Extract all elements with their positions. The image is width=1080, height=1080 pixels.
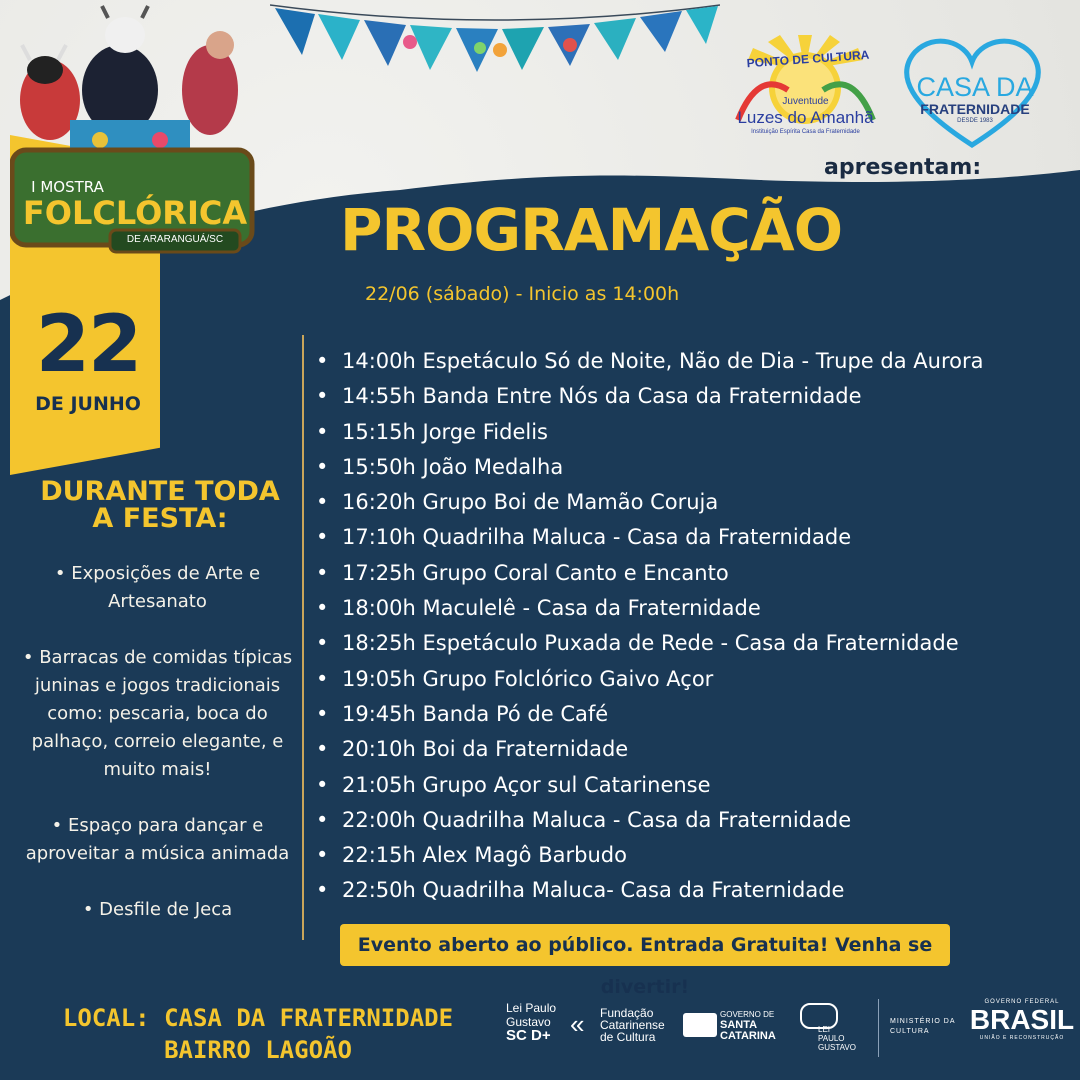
ministerio-line: CULTURA — [890, 1028, 930, 1035]
lei-paulo-gustavo-logo — [818, 1025, 856, 1052]
apresentam-label: apresentam: — [824, 155, 982, 180]
location-line2: BAIRRO LAGOÃO — [164, 1036, 352, 1064]
footer-divider — [878, 999, 879, 1057]
event-month: DE JUNHO — [35, 393, 141, 415]
schedule-item: • 22:15h Alex Magô Barbudo — [316, 839, 1076, 874]
programacao-subtitle: 22/06 (sábado) - Inicio as 14:00h — [365, 283, 680, 305]
lei-line: Gustavo — [506, 1015, 551, 1029]
fundacao-line: Fundação — [600, 1006, 654, 1020]
lei-paulo-gustavo-sc-logo — [506, 1001, 556, 1043]
ponto-logo-line3: Luzes do Amanhã — [737, 108, 874, 127]
durante-toda-festa-heading: DURANTE TODA A FESTA: — [40, 476, 280, 534]
casa-logo-line1: CASA DA — [916, 72, 1034, 102]
fundacao-chevron-icon: « — [570, 1009, 585, 1039]
schedule-item: • 19:05h Grupo Folclórico Gaivo Açor — [316, 663, 1076, 698]
lpg-line: PAULO — [818, 1034, 845, 1043]
schedule-item: • 22:00h Quadrilha Maluca - Casa da Fraternidade — [316, 804, 1076, 839]
ministerio-cultura-logo — [890, 1017, 956, 1037]
governo-line: CATARINA — [720, 1030, 776, 1042]
ponto-logo-line4: Instituição Espírita Casa da Fraternidade — [751, 129, 860, 135]
schedule-item: • 17:25h Grupo Coral Canto e Encanto — [316, 557, 1076, 592]
casa-logo-line2: FRATERNIDADE — [920, 101, 1030, 117]
lei-line: Lei Paulo — [506, 1001, 557, 1015]
ponto-de-cultura-logo — [728, 30, 883, 150]
fundacao-line: de Cultura — [600, 1030, 656, 1044]
schedule-item: • 19:45h Banda Pó de Café — [316, 698, 1076, 733]
festa-activities-list — [15, 560, 300, 952]
activity-item: • Barracas de comidas típicas juninas e jogos tradicionais como: pescaria, boca do palhaço, correio elegante, e muito mais! — [22, 647, 293, 780]
lpg-line: GUSTAVO — [818, 1043, 856, 1052]
mostra-place-label: DE ARARANGUÁ/SC — [126, 234, 224, 245]
activity-item: • Desfile de Jeca — [82, 899, 233, 920]
fundacao-catarinense-logo — [600, 1007, 665, 1043]
schedule-item: • 15:50h João Medalha — [316, 451, 1076, 486]
lei-line: SC D+ — [506, 1027, 551, 1044]
festa-junina-bunting — [270, 0, 720, 90]
event-location — [38, 1002, 478, 1066]
brasil-line: BRASIL — [969, 1004, 1075, 1035]
schedule-item: • 22:50h Quadrilha Maluca- Casa da Fraternidade — [316, 874, 1076, 909]
schedule-item: • 15:15h Jorge Fidelis — [316, 416, 1076, 451]
lpg-line: LEI — [818, 1025, 831, 1034]
mostra-folclorica-sign — [10, 140, 255, 260]
brasil-line: UNIÃO E RECONSTRUÇÃO — [979, 1035, 1065, 1041]
mostra-small-label: I MOSTRA — [31, 178, 104, 196]
ministerio-line: MINISTÉRIO DA — [890, 1018, 956, 1025]
ponto-logo-line2: Juventude — [782, 96, 829, 107]
mostra-big-label: FOLCLÓRICA — [22, 194, 248, 232]
governo-federal-brasil-logo — [966, 999, 1078, 1041]
sponsor-logos — [500, 995, 1080, 1065]
brasil-line: GOVERNO FEDERAL — [984, 999, 1060, 1005]
schedule-item: • 18:25h Espetáculo Puxada de Rede - Casa da Fraternidade — [316, 627, 1076, 662]
casa-logo-line3: DESDE 1983 — [957, 118, 993, 124]
schedule-item: • 16:20h Grupo Boi de Mamão Coruja — [316, 486, 1076, 521]
free-entry-banner: Evento aberto ao público. Entrada Gratuita! Venha se divertir! — [340, 924, 950, 966]
ponto-logo-line1: PONTO DE CULTURA — [746, 47, 870, 71]
schedule-item: • 20:10h Boi da Fraternidade — [316, 733, 1076, 768]
vertical-divider — [302, 335, 304, 940]
location-line1: LOCAL: CASA DA FRATERNIDADE — [62, 1004, 454, 1032]
activity-item: • Exposições de Arte e Artesanato — [54, 563, 261, 612]
schedule-item: • 21:05h Grupo Açor sul Catarinense — [316, 769, 1076, 804]
programacao-title: PROGRAMAÇÃO — [340, 196, 842, 264]
governo-santa-catarina-logo — [720, 1009, 776, 1042]
schedule-item: • 14:00h Espetáculo Só de Noite, Não de Dia - Trupe da Aurora — [316, 345, 1076, 380]
governo-line: SANTA — [720, 1019, 758, 1031]
schedule-list — [316, 345, 1076, 910]
schedule-item: • 14:55h Banda Entre Nós da Casa da Fraternidade — [316, 380, 1076, 415]
santa-catarina-crest-icon — [683, 1013, 717, 1037]
event-day: 22 — [35, 300, 141, 390]
casa-da-fraternidade-logo — [890, 30, 1055, 150]
activity-item: • Espaço para dançar e aproveitar a música animada — [25, 815, 290, 864]
schedule-item: • 17:10h Quadrilha Maluca - Casa da Fraternidade — [316, 521, 1076, 556]
governo-line: GOVERNO DE — [720, 1010, 775, 1019]
fundacao-line: Catarinense — [600, 1018, 665, 1032]
schedule-item: • 18:00h Maculelê - Casa da Fraternidade — [316, 592, 1076, 627]
